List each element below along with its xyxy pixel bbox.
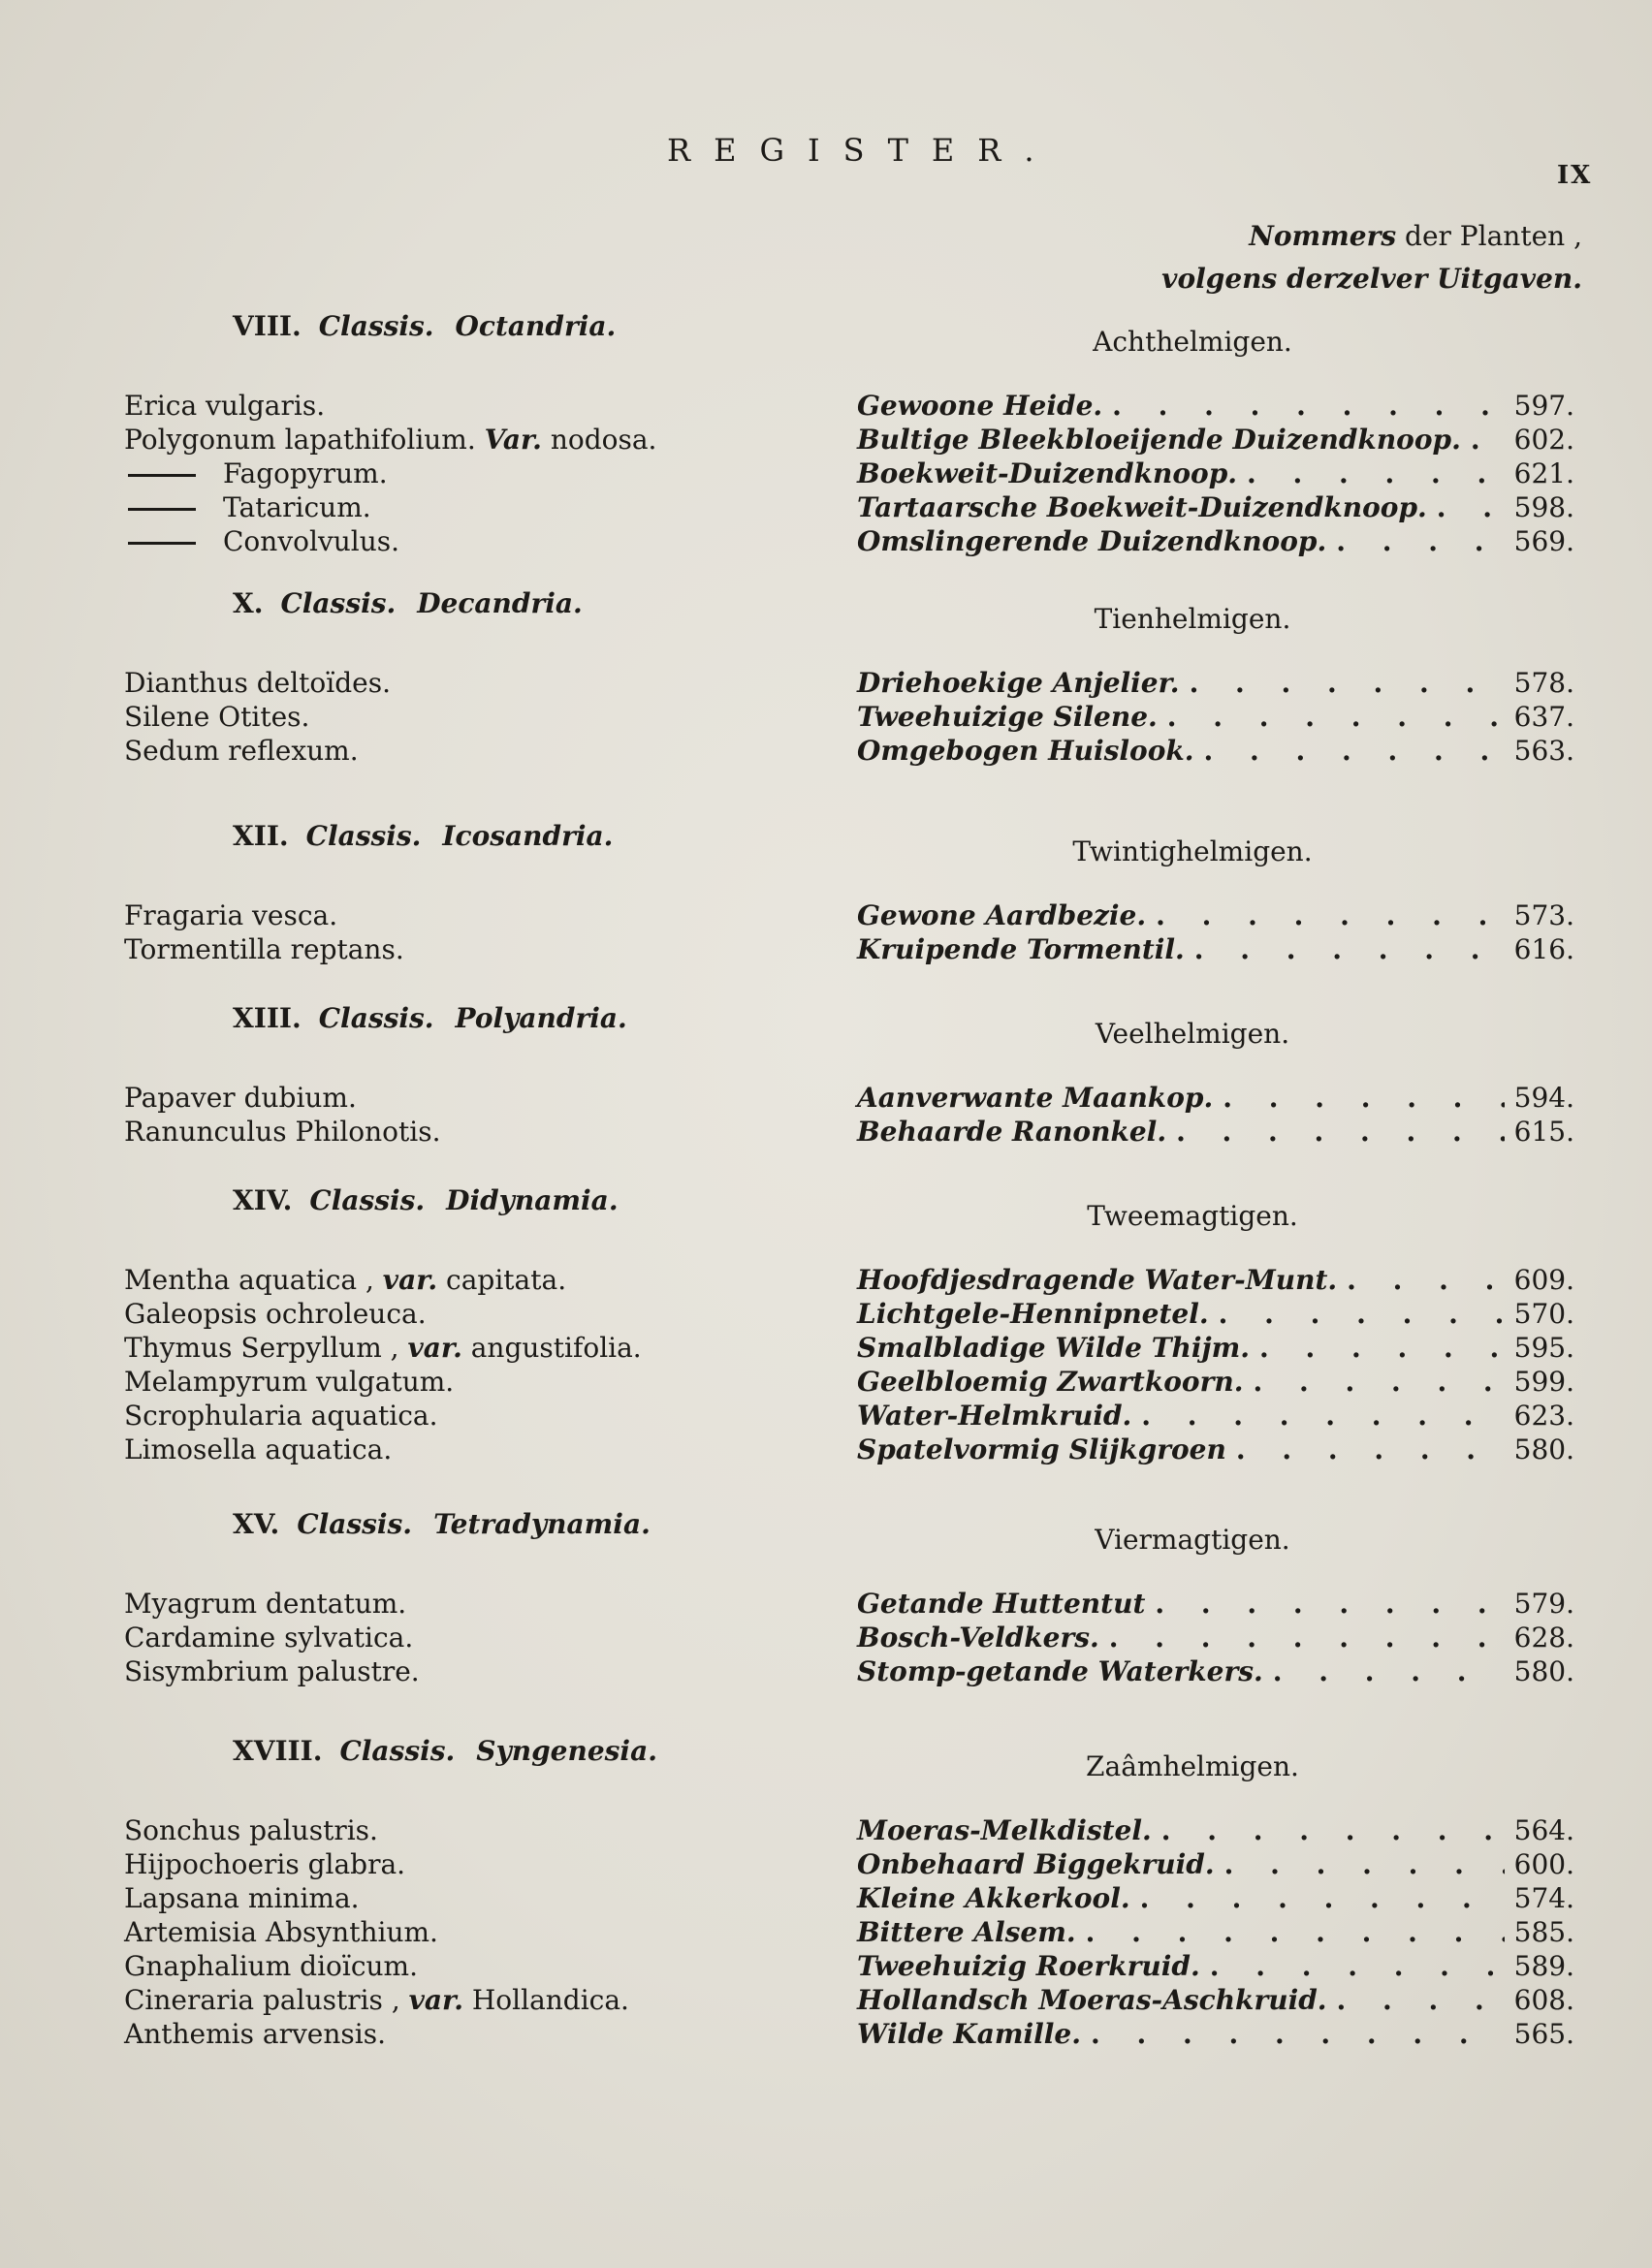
plant-number: 569. xyxy=(1513,525,1574,557)
latin-name xyxy=(124,1882,360,1914)
dutch-entry xyxy=(857,933,1574,965)
latin-name xyxy=(124,424,656,456)
dutch-entry xyxy=(857,1950,1574,1982)
dutch-name: Stomp-getande Waterkers. xyxy=(857,1655,1263,1687)
plant-row xyxy=(0,701,1652,735)
plant-row xyxy=(0,1984,1652,2018)
dutch-entry xyxy=(857,1588,1574,1620)
dot-leader xyxy=(1091,2018,1505,2050)
classis-numeral: VIII. xyxy=(233,310,302,342)
dutch-name: Smalbladige Wilde Thijm. xyxy=(857,1332,1251,1364)
latin-text: Polygonum lapathifolium. xyxy=(124,424,476,456)
latin-text: Thymus Serpyllum , xyxy=(124,1332,399,1364)
plant-row xyxy=(0,735,1652,769)
dot-leader xyxy=(1156,899,1505,931)
plant-number: 563. xyxy=(1513,735,1574,767)
variety-label: Var. xyxy=(484,424,542,456)
plant-number: 594. xyxy=(1513,1082,1574,1114)
classis-name: Decandria. xyxy=(417,587,583,619)
latin-text: Sonchus palustris. xyxy=(124,1814,378,1846)
dot-leader xyxy=(1247,457,1505,489)
dutch-entry xyxy=(857,1264,1574,1296)
dutch-name: Bittere Alsem. xyxy=(857,1916,1076,1948)
latin-text: Scrophularia aquatica. xyxy=(124,1400,438,1432)
dutch-entry xyxy=(857,1366,1574,1398)
dutch-name: Bosch-Veldkers. xyxy=(857,1622,1099,1654)
dot-leader xyxy=(1204,735,1505,767)
latin-text: Convolvulus. xyxy=(223,525,400,557)
plant-row xyxy=(0,1814,1652,1848)
plant-number: 623. xyxy=(1513,1400,1574,1432)
classis-title xyxy=(233,1002,627,1034)
dutch-entry xyxy=(857,1400,1574,1432)
classis-title xyxy=(233,1184,619,1216)
latin-name xyxy=(124,1264,566,1296)
classis-numeral: XV. xyxy=(233,1508,280,1540)
plant-number: 615. xyxy=(1513,1116,1574,1148)
plant-row xyxy=(0,1916,1652,1950)
dutch-entry xyxy=(857,667,1574,699)
plant-row xyxy=(0,1082,1652,1116)
dutch-entry xyxy=(857,1622,1574,1654)
latin-text: Hijpochoeris glabra. xyxy=(124,1848,406,1880)
dot-leader xyxy=(1086,1916,1505,1948)
dutch-name: Spatelvormig Slijkgroen xyxy=(857,1433,1226,1465)
dot-leader xyxy=(1161,1814,1505,1846)
dutch-name: Tweehuizig Roerkruid. xyxy=(857,1950,1200,1982)
dutch-name: Geelbloemig Zwartkoorn. xyxy=(857,1366,1244,1398)
plant-number: 580. xyxy=(1513,1433,1574,1465)
classis-label: Classis. xyxy=(297,1508,413,1540)
plant-number: 602. xyxy=(1513,424,1574,456)
plant-row xyxy=(0,390,1652,424)
dutch-class-name: Viermagtigen. xyxy=(1095,1524,1290,1556)
plant-row xyxy=(0,1116,1652,1150)
latin-name xyxy=(124,1950,418,1982)
latin-text: Cineraria palustris , xyxy=(124,1984,400,2016)
variety-label: var. xyxy=(408,1984,463,2016)
plant-number: 621. xyxy=(1513,457,1574,489)
plant-row xyxy=(0,1366,1652,1400)
plant-row xyxy=(0,1264,1652,1298)
plant-row xyxy=(0,2018,1652,2052)
plant-rows xyxy=(0,1588,1652,1689)
latin-name xyxy=(124,1984,629,2016)
latin-text: Limosella aquatica. xyxy=(124,1433,393,1465)
dutch-name: Hoofdjesdragende Water-Munt. xyxy=(857,1264,1338,1296)
latin-text: Silene Otites. xyxy=(124,701,310,733)
dot-leader xyxy=(1155,1588,1504,1620)
variety-name: capitata. xyxy=(446,1264,567,1296)
latin-name xyxy=(124,1916,438,1948)
dutch-name: Aanverwante Maankop. xyxy=(857,1082,1214,1114)
plant-number: 565. xyxy=(1513,2018,1574,2050)
plant-row xyxy=(0,933,1652,967)
dot-leader xyxy=(1259,1332,1505,1364)
dutch-name: Omgebogen Huislook. xyxy=(857,735,1194,767)
dutch-entry xyxy=(857,1916,1574,1948)
dutch-entry xyxy=(857,1332,1574,1364)
latin-name xyxy=(124,701,309,733)
dot-leader xyxy=(1236,1433,1505,1465)
latin-text: Fagopyrum. xyxy=(223,457,388,489)
plant-number: 589. xyxy=(1513,1950,1574,1982)
variety-label: var. xyxy=(407,1332,462,1364)
variety-name: angustifolia. xyxy=(470,1332,642,1364)
dot-leader xyxy=(1219,1298,1505,1330)
variety-name: nodosa. xyxy=(550,424,657,456)
classis-name: Octandria. xyxy=(455,310,617,342)
dutch-entry xyxy=(857,701,1574,733)
dutch-name: Driehoekige Anjelier. xyxy=(857,667,1180,699)
plant-row xyxy=(0,1400,1652,1433)
dutch-entry xyxy=(857,1116,1574,1148)
latin-text: Tataricum. xyxy=(223,491,371,523)
plant-rows xyxy=(0,390,1652,559)
classis-name: Polyandria. xyxy=(455,1002,627,1034)
dot-leader xyxy=(1112,390,1505,422)
dot-leader xyxy=(1471,424,1505,456)
classis-title xyxy=(233,310,616,342)
plant-number: 564. xyxy=(1513,1814,1574,1846)
dutch-entry xyxy=(857,424,1574,456)
classis-title xyxy=(233,1508,651,1540)
latin-text: Fragaria vesca. xyxy=(124,899,338,931)
latin-name xyxy=(124,1814,378,1846)
section-heading xyxy=(0,310,1652,358)
latin-text: Papaver dubium. xyxy=(124,1082,357,1114)
plant-row xyxy=(0,491,1652,525)
section-heading xyxy=(0,820,1652,867)
dutch-entry xyxy=(857,1984,1574,2016)
latin-name xyxy=(124,1848,405,1880)
dot-leader xyxy=(1437,491,1505,523)
dutch-name: Wilde Kamille. xyxy=(857,2018,1081,2050)
classis-label: Classis. xyxy=(305,820,422,852)
latin-name xyxy=(124,667,391,699)
classis-numeral: XIII. xyxy=(233,1002,302,1034)
section-heading xyxy=(0,1002,1652,1050)
dot-leader xyxy=(1336,525,1504,557)
latin-name xyxy=(124,525,399,557)
latin-text: Anthemis arvensis. xyxy=(124,2018,386,2050)
dot-leader xyxy=(1253,1366,1504,1398)
classis-title xyxy=(233,1735,657,1767)
plant-number: 609. xyxy=(1513,1264,1574,1296)
latin-text: Melampyrum vulgatum. xyxy=(124,1366,455,1398)
plant-row xyxy=(0,1298,1652,1332)
dot-leader xyxy=(1141,1400,1504,1432)
plant-number: 597. xyxy=(1513,390,1574,422)
classis-numeral: X. xyxy=(233,587,264,619)
plant-number: 628. xyxy=(1513,1622,1574,1654)
dot-leader xyxy=(1223,1082,1504,1114)
latin-text: Sisymbrium palustre. xyxy=(124,1655,420,1687)
running-title: REGISTER. xyxy=(667,132,1058,169)
dutch-entry xyxy=(857,1433,1574,1465)
plant-number: 599. xyxy=(1513,1366,1574,1398)
latin-text: Gnaphalium dioïcum. xyxy=(124,1950,418,1982)
column-header-line1 xyxy=(1161,215,1582,258)
latin-name xyxy=(124,1298,427,1330)
dot-leader xyxy=(1337,1984,1505,2016)
plant-row xyxy=(0,525,1652,559)
dutch-name: Getande Huttentut xyxy=(857,1588,1146,1620)
section-heading xyxy=(0,1184,1652,1232)
page-number: IX xyxy=(1557,161,1593,190)
classis-label: Classis. xyxy=(318,310,434,342)
dutch-name: Behaarde Ranonkel. xyxy=(857,1116,1167,1148)
plant-rows xyxy=(0,1264,1652,1467)
classis-numeral: XVIII. xyxy=(233,1735,323,1767)
latin-name xyxy=(124,1116,441,1148)
dot-leader xyxy=(1210,1950,1505,1982)
dutch-entry xyxy=(857,1655,1574,1687)
classis-name: Icosandria. xyxy=(442,820,614,852)
dutch-class-name: Twintighelmigen. xyxy=(1072,835,1313,867)
latin-text: Galeopsis ochroleuca. xyxy=(124,1298,427,1330)
plant-row xyxy=(0,667,1652,701)
variety-name: Hollandica. xyxy=(471,1984,629,2016)
dutch-class-name: Tienhelmigen. xyxy=(1094,603,1291,635)
dot-leader xyxy=(1190,667,1505,699)
latin-name xyxy=(124,735,359,767)
plant-number: 585. xyxy=(1513,1916,1574,1948)
classis-numeral: XII. xyxy=(233,820,289,852)
plant-number: 570. xyxy=(1513,1298,1574,1330)
dot-leader xyxy=(1109,1622,1505,1654)
dutch-entry xyxy=(857,1082,1574,1114)
latin-name xyxy=(124,2018,386,2050)
variety-label: var. xyxy=(382,1264,438,1296)
latin-text: Mentha aquatica , xyxy=(124,1264,374,1296)
dutch-name: Kruipende Tormentil. xyxy=(857,933,1185,965)
plant-row xyxy=(0,1622,1652,1655)
plant-number: 600. xyxy=(1513,1848,1574,1880)
plant-number: 616. xyxy=(1513,933,1574,965)
dutch-name: Bultige Bleekbloeijende Duizendknoop. xyxy=(857,424,1461,456)
dutch-name: Tartaarsche Boekweit-Duizendknoop. xyxy=(857,491,1427,523)
plant-number: 579. xyxy=(1513,1588,1574,1620)
latin-name xyxy=(124,1433,392,1465)
latin-name xyxy=(124,933,404,965)
dutch-entry xyxy=(857,1882,1574,1914)
plant-number: 608. xyxy=(1513,1984,1574,2016)
latin-text: Sedum reflexum. xyxy=(124,735,359,767)
dutch-name: Onbehaard Biggekruid. xyxy=(857,1848,1215,1880)
plant-number: 573. xyxy=(1513,899,1574,931)
dot-leader xyxy=(1140,1882,1505,1914)
latin-name xyxy=(124,1400,438,1432)
plant-rows xyxy=(0,1814,1652,2052)
latin-name xyxy=(124,491,371,523)
dutch-name: Lichtgele-Hennipnetel. xyxy=(857,1298,1209,1330)
dutch-name: Hollandsch Moeras-Aschkruid. xyxy=(857,1984,1327,2016)
dutch-entry xyxy=(857,390,1574,422)
latin-name xyxy=(124,1655,420,1687)
plant-number: 637. xyxy=(1513,701,1574,733)
dot-leader xyxy=(1224,1848,1505,1880)
dot-leader xyxy=(1273,1655,1505,1687)
section-heading xyxy=(0,1735,1652,1782)
latin-text: Erica vulgaris. xyxy=(124,390,326,422)
dutch-class-name: Veelhelmigen. xyxy=(1095,1018,1290,1050)
dot-leader xyxy=(1194,933,1505,965)
plant-number: 595. xyxy=(1513,1332,1574,1364)
classis-name: Didynamia. xyxy=(446,1184,619,1216)
plant-row xyxy=(0,1882,1652,1916)
classis-title xyxy=(233,587,583,619)
dutch-name: Water-Helmkruid. xyxy=(857,1400,1132,1432)
ditto-dash xyxy=(128,542,196,545)
ditto-dash xyxy=(128,508,196,511)
latin-text: Artemisia Absynthium. xyxy=(124,1916,438,1948)
latin-text: Cardamine sylvatica. xyxy=(124,1622,414,1654)
dutch-class-name: Zaâmhelmigen. xyxy=(1086,1750,1299,1782)
dutch-entry xyxy=(857,2018,1574,2050)
classis-name: Syngenesia. xyxy=(476,1735,657,1767)
dutch-name: Tweehuizige Silene. xyxy=(857,701,1158,733)
section-heading xyxy=(0,1508,1652,1556)
plant-row xyxy=(0,1433,1652,1467)
column-header-rest: der Planten , xyxy=(1405,220,1582,252)
plant-number: 578. xyxy=(1513,667,1574,699)
plant-number: 580. xyxy=(1513,1655,1574,1687)
plant-row xyxy=(0,457,1652,491)
plant-row xyxy=(0,1848,1652,1882)
dutch-entry xyxy=(857,525,1574,557)
column-header xyxy=(1161,215,1582,300)
dot-leader xyxy=(1167,701,1505,733)
dutch-name: Kleine Akkerkool. xyxy=(857,1882,1130,1914)
latin-name xyxy=(124,899,337,931)
plant-row xyxy=(0,1588,1652,1622)
latin-text: Tormentilla reptans. xyxy=(124,933,404,965)
dutch-entry xyxy=(857,1814,1574,1846)
latin-text: Lapsana minima. xyxy=(124,1882,360,1914)
dutch-name: Moeras-Melkdistel. xyxy=(857,1814,1152,1846)
dutch-entry xyxy=(857,1848,1574,1880)
plant-row xyxy=(0,1332,1652,1366)
latin-text: Myagrum dentatum. xyxy=(124,1588,407,1620)
dutch-entry xyxy=(857,735,1574,767)
dutch-class-name: Achthelmigen. xyxy=(1093,326,1292,358)
dutch-class-name: Tweemagtigen. xyxy=(1087,1200,1298,1232)
classis-label: Classis. xyxy=(318,1002,434,1034)
dutch-entry xyxy=(857,1298,1574,1330)
classis-title xyxy=(233,820,613,852)
dutch-name: Boekweit-Duizendknoop. xyxy=(857,457,1238,489)
dutch-entry xyxy=(857,899,1574,931)
latin-name xyxy=(124,1082,357,1114)
dutch-entry xyxy=(857,457,1574,489)
latin-name xyxy=(124,1588,406,1620)
latin-name xyxy=(124,1366,454,1398)
plant-row xyxy=(0,1950,1652,1984)
latin-text: Ranunculus Philonotis. xyxy=(124,1116,441,1148)
plant-rows xyxy=(0,667,1652,769)
classis-name: Tetradynamia. xyxy=(433,1508,651,1540)
classis-label: Classis. xyxy=(280,587,397,619)
latin-name xyxy=(124,1332,642,1364)
plant-rows xyxy=(0,1082,1652,1150)
dot-leader xyxy=(1347,1264,1504,1296)
latin-name xyxy=(124,457,388,489)
plant-number: 598. xyxy=(1513,491,1574,523)
dutch-name: Gewone Aardbezie. xyxy=(857,899,1147,931)
plant-number: 574. xyxy=(1513,1882,1574,1914)
plant-row xyxy=(0,1655,1652,1689)
classis-label: Classis. xyxy=(339,1735,456,1767)
column-header-line2: volgens derzelver Uitgaven. xyxy=(1161,263,1582,295)
latin-name xyxy=(124,390,325,422)
plant-row xyxy=(0,899,1652,933)
latin-text: Dianthus deltoïdes. xyxy=(124,667,391,699)
classis-label: Classis. xyxy=(309,1184,426,1216)
dutch-name: Omslingerende Duizendknoop. xyxy=(857,525,1327,557)
ditto-dash xyxy=(128,474,196,477)
latin-name xyxy=(124,1622,413,1654)
dutch-name: Gewoone Heide. xyxy=(857,390,1103,422)
classis-numeral: XIV. xyxy=(233,1184,293,1216)
plant-rows xyxy=(0,899,1652,967)
dot-leader xyxy=(1176,1116,1505,1148)
plant-row xyxy=(0,424,1652,457)
dutch-entry xyxy=(857,491,1574,523)
section-heading xyxy=(0,587,1652,635)
column-header-italic: Nommers xyxy=(1249,220,1397,252)
